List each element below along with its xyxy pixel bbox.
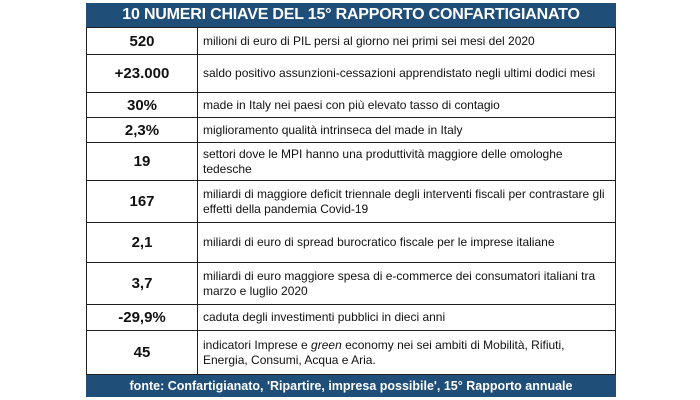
- key-number: 2,1: [87, 223, 198, 263]
- key-number: 45: [87, 331, 198, 375]
- description-part: economy nei sei ambiti di Mobilità, Rifiuti, Energia, Consumi, Acqua e Aria.: [203, 337, 565, 367]
- source-footer: fonte: Confartigianato, 'Ripartire, impresa possibile', 15° Rapporto annuale: [86, 375, 616, 397]
- table-row: [87, 181, 616, 223]
- key-number: 30%: [87, 93, 198, 118]
- table-row: [87, 93, 616, 118]
- key-description: made in Italy nei paesi con più elevato tasso di contagio: [198, 93, 616, 118]
- key-description: miliardi di euro maggiore spesa di e-commerce dei consumatori italiani tra marzo e luglio 2020: [198, 263, 616, 305]
- table-row: [87, 305, 616, 331]
- key-numbers-table: [86, 27, 616, 375]
- key-number: 520: [87, 28, 198, 55]
- table-row: [87, 118, 616, 143]
- key-number: 167: [87, 181, 198, 223]
- table-title: 10 NUMERI CHIAVE DEL 15° RAPPORTO CONFARTIGIANATO: [86, 3, 616, 27]
- description-part: indicatori Imprese e: [203, 337, 312, 352]
- key-description: saldo positivo assunzioni-cessazioni apprendistato negli ultimi dodici mesi: [198, 55, 616, 93]
- key-number: 2,3%: [87, 118, 198, 143]
- infographic-table-card: [86, 3, 616, 397]
- key-number: 3,7: [87, 263, 198, 305]
- table-row: [87, 331, 616, 375]
- key-description: [198, 331, 616, 375]
- key-number: 19: [87, 143, 198, 181]
- key-number: -29,9%: [87, 305, 198, 331]
- key-description: miliardi di maggiore deficit triennale degli interventi fiscali per contrastare gli effetti della pandemia Covid-19: [198, 181, 616, 223]
- key-number: +23.000: [87, 55, 198, 93]
- key-description: settori dove le MPI hanno una produttività maggiore delle omologhe tedesche: [198, 143, 616, 181]
- key-description: caduta degli investimenti pubblici in dieci anni: [198, 305, 616, 331]
- description-emphasis: green: [311, 337, 342, 352]
- key-description: miglioramento qualità intrinseca del made in Italy: [198, 118, 616, 143]
- table-row: [87, 28, 616, 55]
- key-description: milioni di euro di PIL persi al giorno nei primi sei mesi del 2020: [198, 28, 616, 55]
- key-description: miliardi di euro di spread burocratico fiscale per le imprese italiane: [198, 223, 616, 263]
- table-row: [87, 143, 616, 181]
- table-row: [87, 223, 616, 263]
- table-row: [87, 263, 616, 305]
- table-row: [87, 55, 616, 93]
